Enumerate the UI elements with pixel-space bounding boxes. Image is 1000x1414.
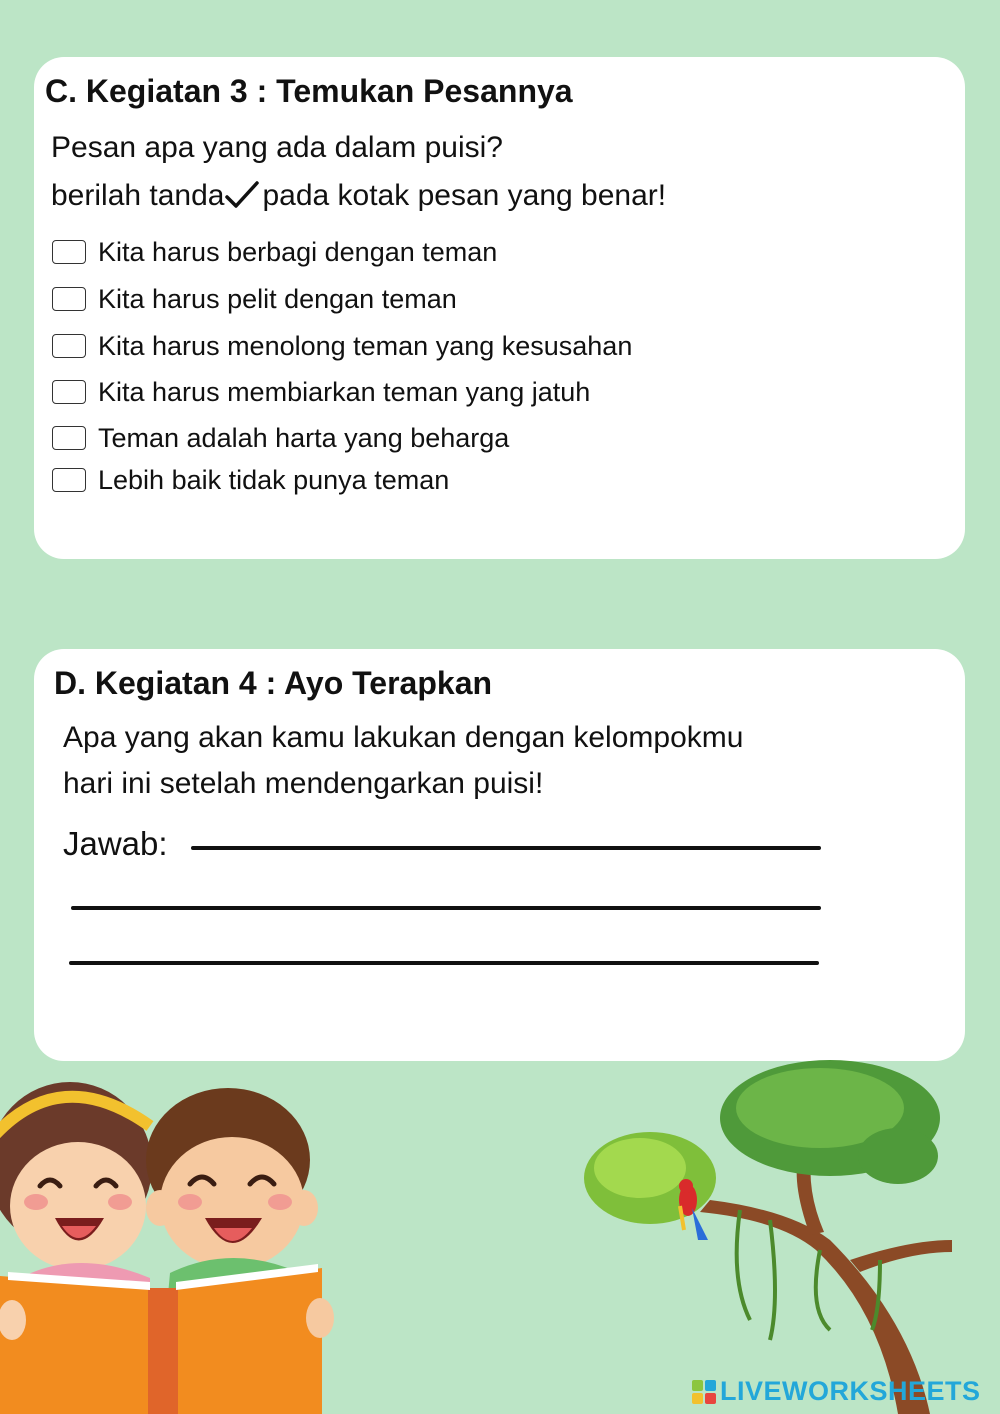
- section-c-question: Pesan apa yang ada dalam puisi?: [51, 131, 503, 164]
- option-label: Lebih baik tidak punya teman: [98, 464, 450, 495]
- section-d-title: D. Kegiatan 4 : Ayo Terapkan: [54, 665, 493, 701]
- option-label: Teman adalah harta yang beharga: [98, 422, 510, 453]
- answer-label: Jawab:: [63, 825, 168, 862]
- option-row: [52, 377, 590, 407]
- answer-line[interactable]: [69, 961, 819, 965]
- checkmark-icon: [224, 179, 260, 211]
- option-label: Kita harus membiarkan teman yang jatuh: [98, 376, 591, 407]
- option-checkbox[interactable]: [52, 426, 86, 450]
- option-row: [52, 331, 632, 361]
- option-row: [52, 284, 457, 314]
- children-reading-illustration: [0, 1068, 340, 1414]
- option-checkbox[interactable]: [52, 334, 86, 358]
- option-label: Kita harus berbagi dengan teman: [98, 236, 498, 267]
- option-label: Kita harus menolong teman yang kesusahan: [98, 330, 633, 361]
- section-d-card: [34, 649, 965, 1061]
- brand-text: LIVEWORKSHEETS: [720, 1376, 981, 1406]
- option-checkbox[interactable]: [52, 287, 86, 311]
- option-checkbox[interactable]: [52, 380, 86, 404]
- answer-line[interactable]: [191, 846, 821, 850]
- section-c-card: [34, 57, 965, 559]
- option-row: [52, 423, 509, 453]
- section-c-title: C. Kegiatan 3 : Temukan Pesannya: [45, 73, 573, 109]
- instruction-before-text: berilah tanda: [51, 179, 225, 212]
- option-label: Kita harus pelit dengan teman: [98, 283, 457, 314]
- section-d-question-line-2: hari ini setelah mendengarkan puisi!: [63, 767, 544, 800]
- option-row: [52, 465, 449, 495]
- section-c-instruction: [51, 179, 666, 211]
- liveworksheets-logo-icon: [692, 1380, 716, 1404]
- answer-line[interactable]: [71, 906, 821, 910]
- instruction-after-text: pada kotak pesan yang benar!: [262, 179, 667, 212]
- option-checkbox[interactable]: [52, 468, 86, 492]
- option-row: [52, 237, 497, 267]
- section-d-question-line-1: Apa yang akan kamu lakukan dengan kelompokmu: [63, 721, 744, 754]
- liveworksheets-brand: [692, 1376, 981, 1407]
- tree-with-parrot-illustration: [580, 1060, 1000, 1414]
- option-checkbox[interactable]: [52, 240, 86, 264]
